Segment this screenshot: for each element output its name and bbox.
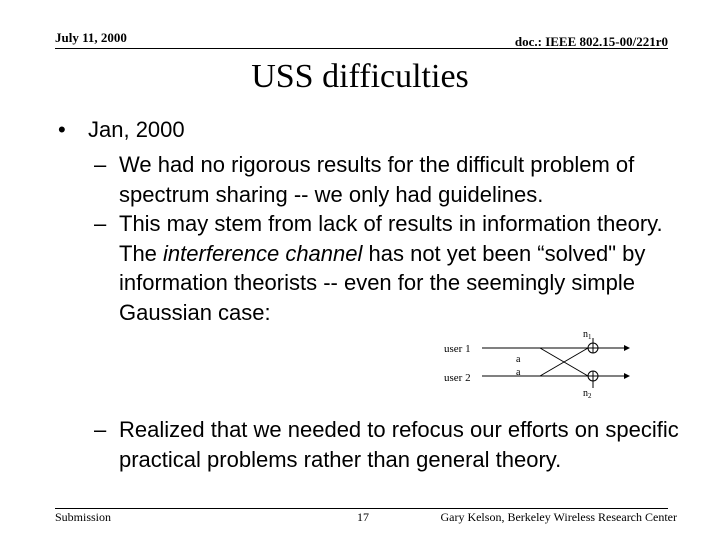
bullet-dot-icon: • (58, 117, 66, 142)
output-1-arrowhead-icon (624, 345, 630, 351)
header-rule (55, 48, 668, 49)
dash-icon: – (94, 211, 107, 236)
sub-bullet-2-pre: This may stem from lack of results in information theory. The (119, 211, 663, 266)
output-2-arrowhead-icon (624, 373, 630, 379)
sub-bullet-2-text (119, 209, 679, 327)
slide-title: USS difficulties (251, 58, 469, 95)
footer-page-number: 17 (357, 510, 369, 524)
adder-1-icon (588, 343, 598, 353)
noise-2-label: $n_2$ (583, 388, 592, 400)
dash-icon: – (94, 152, 107, 177)
bullet-main-text: Jan, 2000 (88, 117, 185, 142)
footer-rule (55, 508, 668, 509)
header-date: July 11, 2000 (55, 30, 127, 45)
sub-bullet-2-post: has not yet been “solved" by information theorists -- even for the seemingly simple Gaussian case: (119, 240, 646, 325)
gain-a1-label: a (516, 354, 521, 365)
footer-author: Gary Kelson, Berkeley Wireless Research Center (440, 510, 677, 524)
sub-bullet-2-emphasis: interference channel (163, 240, 363, 266)
footer-submission: Submission (55, 510, 112, 524)
noise-1-label: $n_1$ (583, 329, 592, 341)
interference-channel-diagram (440, 326, 640, 400)
user-2-label: user 2 (444, 372, 471, 384)
sub-bullet-1-text: We had no rigorous results for the difficult problem of spectrum sharing -- we only had guidelines. (119, 152, 635, 207)
user-1-label: user 1 (444, 343, 471, 355)
adder-2-icon (588, 371, 598, 381)
sub-bullet-3-text: Realized that we needed to refocus our efforts on specific practical problems rather than general theory. (119, 417, 679, 472)
header-doc-id: doc.: IEEE 802.15-00/221r0 (514, 34, 668, 49)
dash-icon: – (94, 417, 107, 442)
gain-a2-label: a (516, 367, 521, 378)
